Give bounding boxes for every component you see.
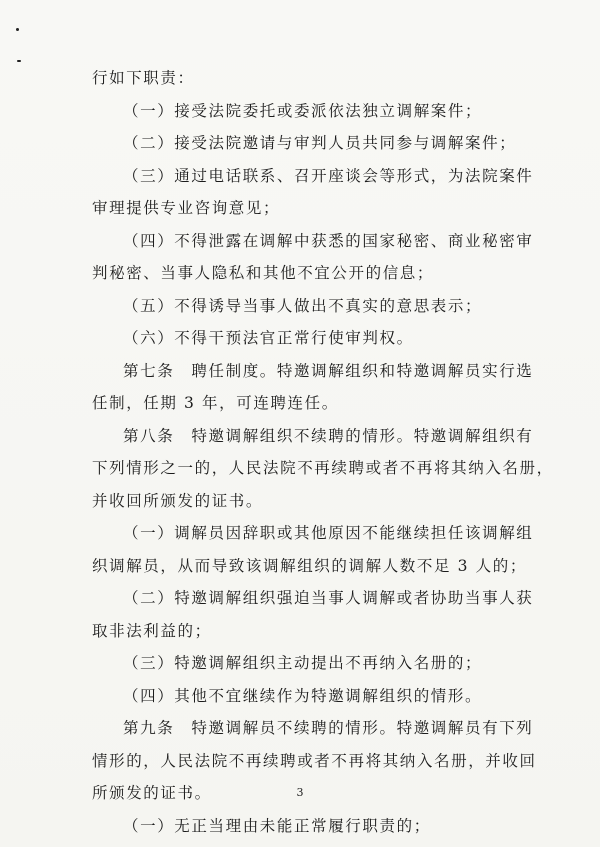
scan-speck (17, 60, 21, 62)
text-line: 取非法利益的； (92, 621, 212, 640)
document-body (92, 62, 554, 842)
text-line: 所颁发的证书。 (92, 784, 212, 802)
text-line: 下列情形之一的，人民法院不再续聘或者不再将其纳入名册， (92, 459, 554, 477)
text-line: （三）通过电话联系、召开座谈会等形式，为法院案件 (123, 166, 534, 185)
text-line: 行如下职责： (92, 69, 195, 87)
text-line: （六）不得干预法官正常行使审判权。 (123, 329, 414, 347)
text-line: （一）无正当理由未能正常履行职责的； (123, 816, 431, 835)
text-line: 第九条 特邀调解员不续聘的情形。特邀调解员有下列 (123, 719, 534, 737)
text-line: 审理提供专业咨询意见； (92, 199, 281, 217)
text-line: （四）不得泄露在调解中获悉的国家秘密、商业秘密审 (123, 231, 534, 250)
text-line: （二）接受法院邀请与审判人员共同参与调解案件； (123, 134, 517, 152)
text-line: （三）特邀调解组织主动提出不再纳入名册的； (123, 654, 483, 672)
text-line: 任制，任期 3 年，可连聘连任。 (92, 394, 339, 412)
page-number: 3 (296, 786, 304, 799)
text-line: 织调解员，从而导致该调解组织的调解人数不足 3 人的； (92, 556, 527, 575)
text-line: 第八条 特邀调解组织不续聘的情形。特邀调解组织有 (123, 426, 534, 445)
text-line: （一）接受法院委托或委派依法独立调解案件； (123, 101, 483, 120)
scan-speck (16, 28, 19, 31)
text-line: （五）不得诱导当事人做出不真实的意思表示； (123, 296, 483, 315)
text-line: 第七条 聘任制度。特邀调解组织和特邀调解员实行选 (123, 361, 534, 380)
text-line: 并收回所颁发的证书。 (92, 491, 264, 510)
text-line: 情形的，人民法院不再续聘或者不再将其纳入名册，并收回 (92, 751, 537, 770)
text-line: （二）特邀调解组织强迫当事人调解或者协助当事人获 (123, 589, 534, 607)
text-line: （一）调解员因辞职或其他原因不能继续担任该调解组 (123, 524, 534, 542)
text-line: 判秘密、当事人隐私和其他不宜公开的信息； (92, 264, 435, 282)
text-line: （四）其他不宜继续作为特邀调解组织的情形。 (123, 686, 483, 705)
